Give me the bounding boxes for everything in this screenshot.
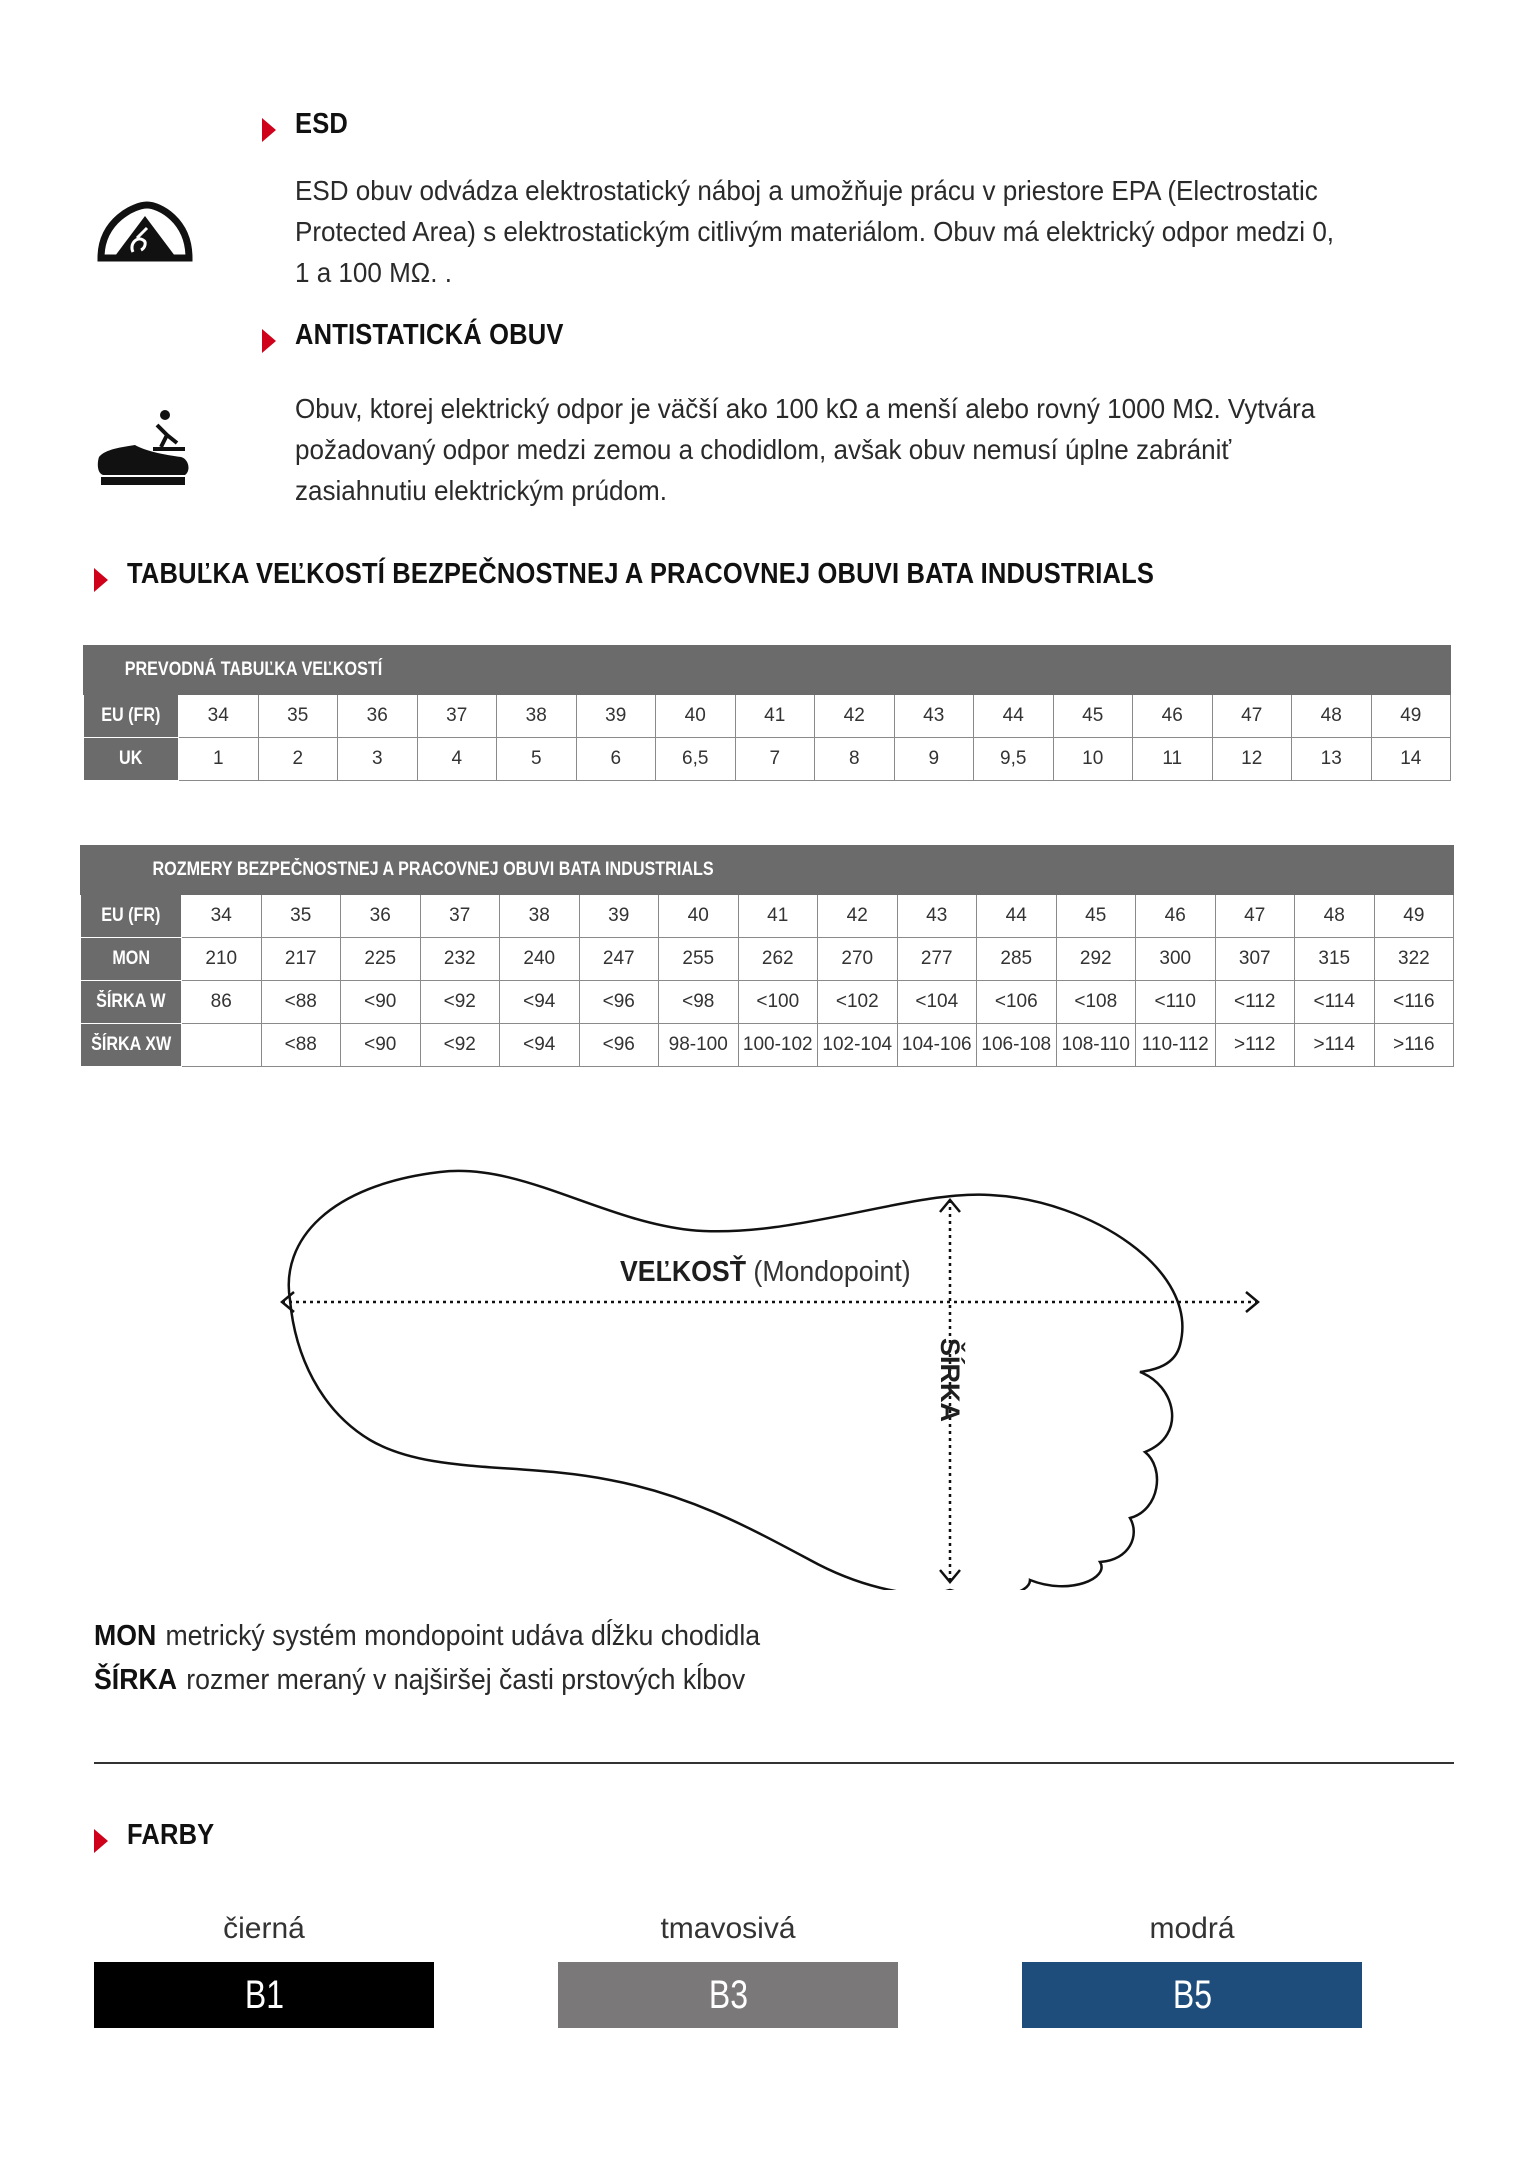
table-cell: 47 — [1212, 695, 1292, 738]
table-cell: 277 — [897, 938, 977, 981]
table-cell: 42 — [818, 895, 898, 938]
table-cell: 46 — [1133, 695, 1213, 738]
table-cell: 262 — [738, 938, 818, 981]
size-dimensions-table-header: ROZMERY BEZPEČNOSTNEJ A PRACOVNEJ OBUVI BATA INDUSTRIALS — [81, 846, 1454, 895]
table-cell — [182, 1024, 262, 1067]
table-cell: 45 — [1056, 895, 1136, 938]
table-cell: 48 — [1292, 695, 1372, 738]
table-cell: 5 — [497, 738, 577, 781]
table-cell: <90 — [341, 1024, 421, 1067]
table-cell: 217 — [261, 938, 341, 981]
table-cell: <94 — [500, 1024, 580, 1067]
row-label: EU (FR) — [84, 695, 179, 738]
esd-description: ESD obuv odvádza elektrostatický náboj a umožňuje prácu v priestore EPA (Electrostatic Protected Area) s elektrostatickým citlivým materiálom. Obuv má elektrický odpor medzi 0, 1 a 100 MΩ. . — [295, 175, 1335, 288]
size-table-bullet-arrow — [94, 568, 108, 592]
color-name-darkgray: tmavosivá — [660, 1912, 796, 1945]
section-divider — [94, 1762, 1454, 1764]
table-cell: 46 — [1136, 895, 1216, 938]
size-dimensions-table — [80, 845, 1454, 1067]
row-label: ŠÍRKA XW — [81, 1024, 182, 1067]
table-cell: 100-102 — [738, 1024, 818, 1067]
table-cell: 14 — [1371, 738, 1451, 781]
legend-width — [94, 1664, 745, 1697]
table-cell: 34 — [182, 895, 262, 938]
table-cell: 34 — [179, 695, 259, 738]
table-cell: 3 — [338, 738, 418, 781]
table-cell: 6 — [576, 738, 656, 781]
table-cell: 43 — [894, 695, 974, 738]
table-cell: 38 — [500, 895, 580, 938]
size-label-rest: (Mondopoint) — [753, 1256, 911, 1288]
legend-term: ŠÍRKA — [94, 1664, 178, 1696]
table-cell: >114 — [1295, 1024, 1375, 1067]
color-code: B5 — [1172, 1972, 1212, 2017]
row-label: ŠÍRKA W — [81, 981, 182, 1024]
table-cell: 43 — [897, 895, 977, 938]
width-label: ŠÍRKA — [935, 1338, 965, 1423]
table-cell: 307 — [1215, 938, 1295, 981]
color-code: B3 — [708, 1972, 748, 2017]
table-cell: <88 — [261, 981, 341, 1024]
size-table-title: TABUĽKA VEĽKOSTÍ BEZPEČNOSTNEJ A PRACOVNEJ OBUVI BATA INDUSTRIALS — [127, 558, 1155, 590]
table-cell: 36 — [341, 895, 421, 938]
antistatic-shoe-icon — [95, 405, 195, 490]
table-cell: 39 — [579, 895, 659, 938]
table-cell: 11 — [1133, 738, 1213, 781]
table-cell: 1 — [179, 738, 259, 781]
antistatic-description: Obuv, ktorej elektrický odpor je väčší ako 100 kΩ a menší alebo rovný 1000 MΩ. Vytvára požadovaný odpor medzi zemou a chodidlom, avšak obuv nemusí úplne zabrániť zasiahnutiu elektrickým prúdom. — [295, 393, 1316, 506]
table-cell: <108 — [1056, 981, 1136, 1024]
size-conversion-table-header: PREVODNÁ TABUĽKA VEĽKOSTÍ — [84, 646, 1451, 695]
row-label: UK — [84, 738, 179, 781]
table-row — [81, 895, 1454, 938]
table-cell: 49 — [1371, 695, 1451, 738]
table-cell: <114 — [1295, 981, 1375, 1024]
table-row — [84, 695, 1451, 738]
table-cell: 7 — [735, 738, 815, 781]
color-code: B1 — [244, 1972, 284, 2017]
esd-bullet-arrow — [262, 118, 276, 142]
table-row — [81, 938, 1454, 981]
row-label: EU (FR) — [81, 895, 182, 938]
table-cell: 292 — [1056, 938, 1136, 981]
table-cell: 49 — [1374, 895, 1454, 938]
antistatic-bullet-arrow — [262, 329, 276, 353]
legend-description: metrický systém mondopoint udáva dĺžku chodidla — [165, 1620, 761, 1652]
table-cell: 38 — [497, 695, 577, 738]
table-cell: 255 — [659, 938, 739, 981]
table-cell: 315 — [1295, 938, 1375, 981]
table-cell: 47 — [1215, 895, 1295, 938]
table-cell: <90 — [341, 981, 421, 1024]
table-cell: 45 — [1053, 695, 1133, 738]
row-label: MON — [81, 938, 182, 981]
size-conversion-table — [83, 645, 1451, 781]
table-cell: 35 — [258, 695, 338, 738]
table-cell: 102-104 — [818, 1024, 898, 1067]
table-cell: 110-112 — [1136, 1024, 1216, 1067]
table-cell: <98 — [659, 981, 739, 1024]
table-cell: 39 — [576, 695, 656, 738]
color-name-blue: modrá — [1149, 1912, 1235, 1945]
table-cell: >112 — [1215, 1024, 1295, 1067]
table-cell: <96 — [579, 981, 659, 1024]
table-cell: 44 — [977, 895, 1057, 938]
table-cell: 41 — [738, 895, 818, 938]
table-cell: <116 — [1374, 981, 1454, 1024]
table-cell: 104-106 — [897, 1024, 977, 1067]
table-cell: >116 — [1374, 1024, 1454, 1067]
color-name-black: čierná — [223, 1912, 305, 1945]
color-swatch-blue — [1022, 1962, 1362, 2028]
table-cell: <102 — [818, 981, 898, 1024]
table-cell: 270 — [818, 938, 898, 981]
foot-outline-diagram — [270, 1150, 1270, 1590]
table-cell: 9 — [894, 738, 974, 781]
table-cell: <100 — [738, 981, 818, 1024]
table-cell: 42 — [815, 695, 895, 738]
legend-term: MON — [94, 1620, 157, 1652]
colors-title: FARBY — [127, 1819, 215, 1851]
antistatic-title: ANTISTATICKÁ OBUV — [295, 319, 564, 351]
table-cell: 36 — [338, 695, 418, 738]
table-cell: 285 — [977, 938, 1057, 981]
table-cell: 37 — [420, 895, 500, 938]
color-swatch-darkgray — [558, 1962, 898, 2028]
table-cell: 10 — [1053, 738, 1133, 781]
esd-title: ESD — [295, 108, 349, 140]
table-cell: 48 — [1295, 895, 1375, 938]
legend-description: rozmer meraný v najširšej časti prstových kĺbov — [186, 1664, 746, 1696]
table-cell: <110 — [1136, 981, 1216, 1024]
table-cell: <104 — [897, 981, 977, 1024]
table-cell: 8 — [815, 738, 895, 781]
table-row — [81, 981, 1454, 1024]
table-cell: 210 — [182, 938, 262, 981]
size-mondopoint-label — [620, 1256, 911, 1289]
table-cell: 35 — [261, 895, 341, 938]
table-cell: 40 — [659, 895, 739, 938]
table-cell: 40 — [656, 695, 736, 738]
table-row — [84, 738, 1451, 781]
table-cell: <88 — [261, 1024, 341, 1067]
table-cell: 41 — [735, 695, 815, 738]
table-cell: <92 — [420, 1024, 500, 1067]
table-cell: 2 — [258, 738, 338, 781]
table-cell: 86 — [182, 981, 262, 1024]
table-cell: 13 — [1292, 738, 1372, 781]
table-cell: 9,5 — [974, 738, 1054, 781]
table-cell: 37 — [417, 695, 497, 738]
esd-icon — [95, 200, 195, 270]
table-cell: 247 — [579, 938, 659, 981]
table-cell: <112 — [1215, 981, 1295, 1024]
colors-bullet-arrow — [94, 1829, 108, 1853]
table-cell: 12 — [1212, 738, 1292, 781]
table-cell: 240 — [500, 938, 580, 981]
table-cell: 300 — [1136, 938, 1216, 981]
table-cell: 108-110 — [1056, 1024, 1136, 1067]
table-cell: 98-100 — [659, 1024, 739, 1067]
legend-mon — [94, 1620, 760, 1653]
table-cell: 4 — [417, 738, 497, 781]
table-cell: 232 — [420, 938, 500, 981]
table-cell: <106 — [977, 981, 1057, 1024]
table-cell: <96 — [579, 1024, 659, 1067]
table-cell: 322 — [1374, 938, 1454, 981]
color-swatch-black — [94, 1962, 434, 2028]
table-cell: <94 — [500, 981, 580, 1024]
table-cell: 106-108 — [977, 1024, 1057, 1067]
table-cell: <92 — [420, 981, 500, 1024]
size-label-bold: VEĽKOSŤ — [620, 1256, 747, 1288]
table-cell: 6,5 — [656, 738, 736, 781]
table-cell: 44 — [974, 695, 1054, 738]
table-cell: 225 — [341, 938, 421, 981]
table-row — [81, 1024, 1454, 1067]
